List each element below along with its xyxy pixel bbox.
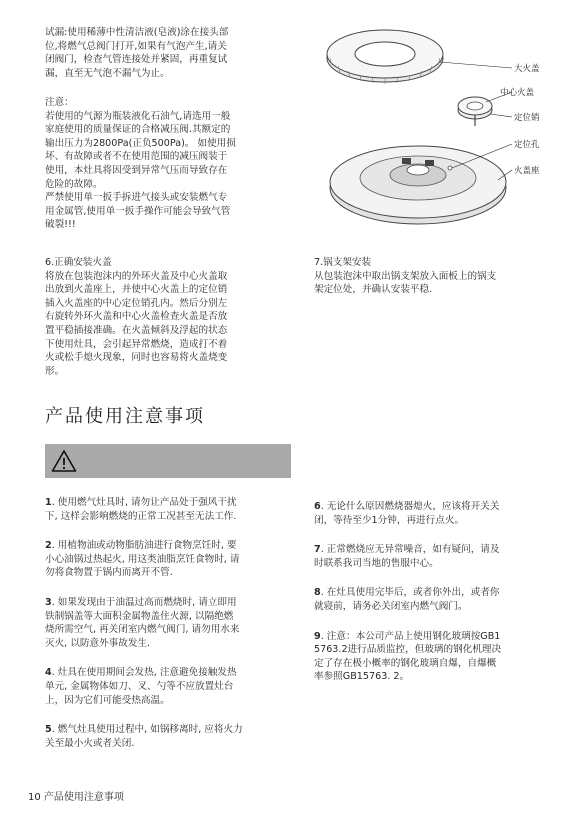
label-pin-hole: 定位孔	[514, 140, 540, 150]
notice-item	[45, 539, 300, 580]
item-text: 小心油锅过热起火, 用这类油脂烹饪食物时, 请	[45, 553, 240, 565]
left-notice-list	[45, 496, 300, 750]
item-text: 时联系我司当地的售服中心。	[314, 557, 439, 569]
item-text: 5763.2进行品质监控，但玻璃的钢化机理决	[314, 644, 502, 656]
leak-test-line: 闭阀门，检查气管连接处并紧固，再重复试	[45, 54, 228, 66]
item-text: 烧所需空气, 再关闭室内燃气阀门, 请勿用水来	[45, 624, 240, 636]
item-number: 9	[314, 630, 321, 642]
section-6-line: 出放到火盖座上，并使中心火盖上的定位销	[45, 284, 228, 296]
notice-item	[45, 666, 300, 707]
leak-test-line: 漏，直至无气泡不漏气为止。	[45, 67, 170, 79]
burner-assembly-diagram	[290, 18, 577, 246]
item-text: . 正常燃烧应无异常噪音，如有疑问，请及	[320, 544, 500, 556]
notice-item	[314, 500, 569, 527]
label-outer-cap: 大火盖	[514, 64, 540, 74]
notice-item	[45, 596, 300, 650]
notice-paragraph	[45, 96, 300, 232]
item-text: 勿将食物置于锅内而离开不管.	[45, 567, 173, 579]
item-text: . 如果发现由于油温过高而燃烧时, 请立即用	[51, 596, 237, 608]
section-6-line: 右旋转外环火盖和中心火盖检查火盖是否放	[45, 311, 228, 323]
notice-line: 输出压力为2800Pa(正负500Pa)。 如使用损	[45, 137, 236, 149]
item-text: 灭火, 以防意外事故发生.	[45, 637, 151, 649]
notice-line: 坏、有故障或者不在使用范围的减压阀装于	[45, 151, 228, 163]
leak-test-paragraph	[45, 26, 300, 80]
page-title: 产品使用注意事项	[45, 406, 205, 427]
warning-triangle-icon	[51, 449, 77, 473]
section-6-line: 形。	[45, 365, 65, 377]
item-number: 1	[45, 497, 52, 508]
leak-test-line: 位,将燃气总阀门打开,如果有气泡产生,请关	[45, 40, 227, 52]
outer-fire-cap-drawing	[327, 30, 443, 84]
label-center-cap: 中心火盖	[500, 88, 535, 98]
burner-seat-drawing	[330, 146, 506, 224]
label-seat: 火盖座	[514, 166, 540, 176]
section-6-line: 将放在包装泡沫内的外环火盖及中心火盖取	[45, 270, 228, 282]
notice-item	[45, 723, 300, 750]
item-text: . 使用燃气灶具时, 请勿让产品处于强风干扰	[51, 497, 237, 508]
section-7-pan-support	[314, 256, 569, 297]
section-6-heading: 6.正确安装火盖	[45, 257, 112, 268]
notice-item	[314, 543, 569, 570]
section-7-heading: 7.锅支架安装	[314, 257, 372, 268]
item-text: . 用植物油或动物脂肪油进行食物烹饪时, 要	[51, 540, 237, 552]
item-text: . 燃气灶具使用过程中, 如锅移离时, 应将火力	[51, 724, 243, 736]
section-6-line: 插入火盖座的中心定位销孔内。然后分别左	[45, 297, 228, 309]
item-text: . 在灶具使用完毕后，或者你外出，或者你	[320, 587, 500, 599]
section-6-line: 置平稳插接准确。在火盖倾斜及浮起的状态	[45, 324, 228, 336]
item-text: 率参照GB15763. 2。	[314, 671, 410, 683]
item-number: 7	[314, 544, 321, 556]
section-6-install-caps	[45, 256, 300, 378]
item-number: 5	[45, 724, 52, 736]
item-text: 就寝前，请务必关闭室内燃气阀门。	[314, 600, 468, 612]
item-text: 下, 这样会影响燃烧的正常工况甚至无法工作.	[45, 510, 237, 522]
notice-line: 家庭使用的质量保证的合格减压阀.其额定的	[45, 124, 231, 136]
item-number: 6	[314, 501, 321, 512]
item-text: 上，因为它们可能受热高温。	[45, 694, 170, 706]
section-6-line: 火或松手熄火现象，同时也容易将火盖烧变	[45, 352, 228, 364]
item-text: 铁制锅盖等大面积金属物盖住火源, 以隔绝燃	[45, 610, 234, 622]
section-6-line: 下使用灶具，会引起异常燃烧，造成打不着	[45, 338, 228, 350]
item-text: 单元, 金属物体如刀、叉、勺等不应放置灶台	[45, 680, 234, 692]
notice-line: 若使用的气源为瓶装液化石油气,请选用一般	[45, 110, 231, 122]
notice-item	[314, 586, 569, 613]
item-text: . 灶具在使用期间会发热, 注意避免接触发热	[51, 667, 237, 679]
item-text: . 注意：本公司产品上使用钢化玻璃按GB1	[320, 630, 501, 642]
notice-item	[45, 496, 300, 523]
item-text: 闭，等待至少1分钟，再进行点火。	[314, 514, 465, 526]
notice-line: 严禁使用单一扳手拆进气接头或安装燃气专	[45, 192, 228, 204]
section-7-line: 从包装泡沫中取出锅支架放入面板上的锅支	[314, 270, 497, 282]
item-text: 定了存在极小概率的钢化玻璃自爆，自爆概	[314, 657, 497, 669]
notice-line: 使用，本灶具将因受到异常气压而导致存在	[45, 164, 228, 176]
notice-heading: 注意：	[45, 97, 74, 108]
warning-bar	[45, 444, 291, 478]
label-pin: 定位销	[514, 113, 540, 123]
notice-line: 破裂!!!	[45, 219, 76, 231]
notice-line: 危险的故障。	[45, 178, 103, 190]
item-number: 8	[314, 587, 321, 599]
item-text: 关至最小火或者关闭.	[45, 737, 135, 749]
item-number: 2	[45, 540, 52, 552]
notice-item	[314, 630, 569, 684]
right-notice-list	[314, 500, 569, 684]
page-footer: 10 产品使用注意事项	[28, 792, 124, 803]
item-number: 3	[45, 596, 52, 608]
item-number: 4	[45, 667, 52, 679]
notice-line: 用金属管,使用单一扳手操作可能会导致气管	[45, 205, 231, 217]
item-text: . 无论什么原因燃烧器熄火，应该将开关关	[320, 501, 500, 512]
section-7-line: 架定位处，并确认安装平稳.	[314, 284, 433, 296]
leak-test-line: 试漏:使用稀薄中性清洁液(皂液)涂在接头部	[45, 27, 229, 38]
